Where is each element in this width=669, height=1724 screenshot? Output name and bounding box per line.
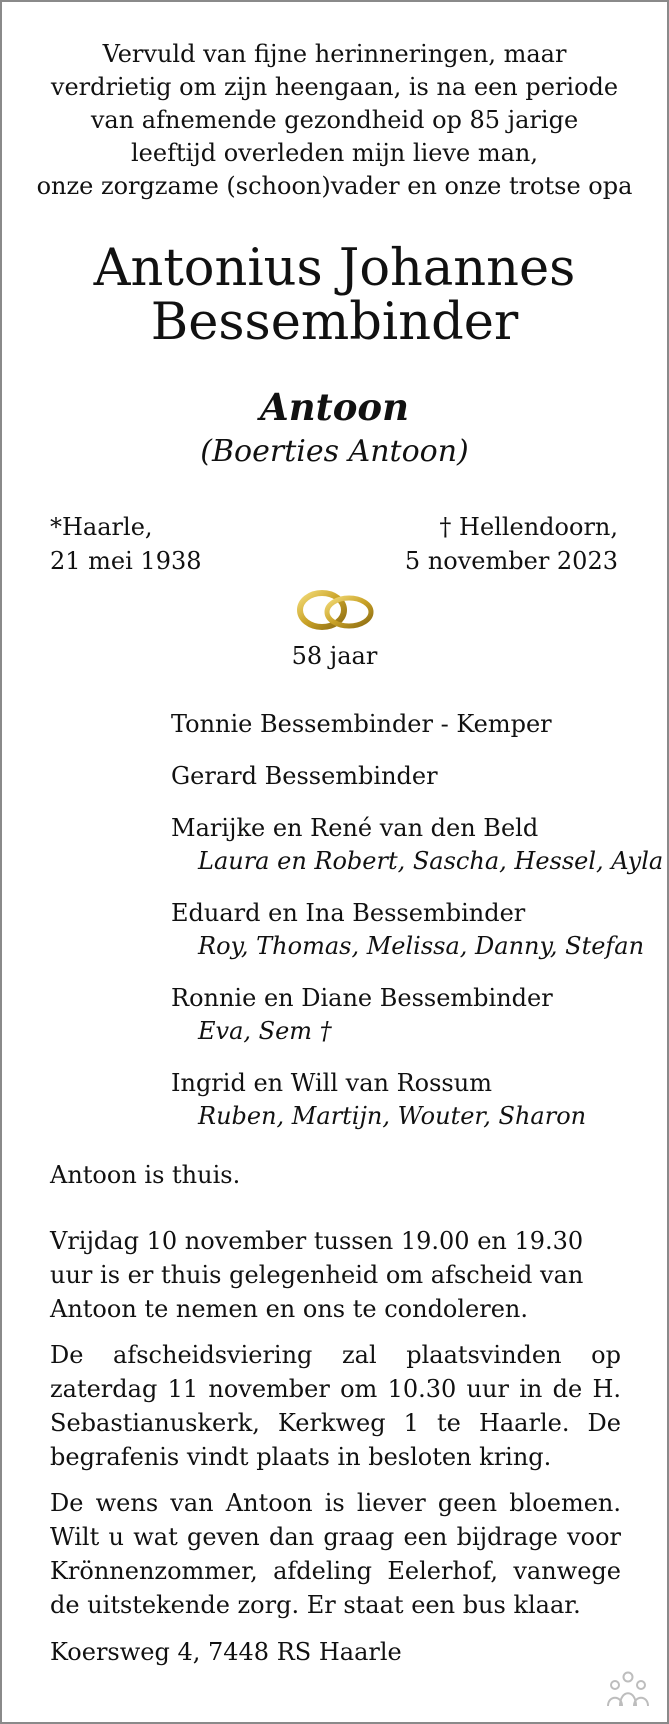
family-member-name: Marijke en René van den Beld (171, 814, 539, 842)
birth-place: *Haarle, (50, 513, 153, 541)
family-list (171, 708, 663, 1152)
name-line-first: Antonius Johannes (93, 239, 576, 298)
deceased-name (22, 239, 647, 352)
family-member-name: Gerard Bessembinder (171, 762, 438, 790)
address: Koersweg 4, 7448 RS Haarle (50, 1638, 402, 1666)
intro-line: Vervuld van fijne herinneringen, maar (102, 40, 567, 68)
family-member-name: Ingrid en Will van Rossum (171, 1069, 492, 1097)
family-member (171, 982, 663, 1048)
family-member (171, 708, 663, 741)
family-member-name: Ronnie en Diane Bessembinder (171, 984, 553, 1012)
family-member (171, 760, 663, 793)
family-member (171, 812, 663, 878)
wish-notice: De wens van Antoon is liever geen bloemen. Wilt u wat geven dan graag een bijdrage voor Krönnenzommer, afdeling Eelerhof, vanwege de uitstekende zorg. Er staat een bus klaar. (50, 1489, 621, 1619)
family-member-name: Tonnie Bessembinder - Kemper (171, 710, 552, 738)
name-line-last: Bessembinder (150, 293, 519, 352)
family-member (171, 897, 663, 963)
nickname: Antoon (260, 385, 409, 429)
home-notice: Antoon is thuis. (50, 1161, 241, 1189)
grandchildren: Ruben, Martijn, Wouter, Sharon (198, 1102, 587, 1130)
family-logo-icon (605, 1668, 651, 1708)
death-date: 5 november 2023 (404, 547, 618, 575)
grandchildren: Roy, Thomas, Melissa, Danny, Stefan (198, 932, 645, 960)
birth-info (50, 510, 202, 578)
birth-date: 21 mei 1938 (50, 547, 202, 575)
nickname-alt: (Boerties Antoon) (200, 434, 469, 469)
family-member-name: Eduard en Ina Bessembinder (171, 899, 526, 927)
grandchildren: Eva, Sem † (198, 1017, 332, 1045)
death-place: † Hellendoorn, (439, 513, 618, 541)
intro-line: onze zorgzame (schoon)vader en onze trotse opa (36, 172, 633, 200)
marriage-years: 58 jaar (291, 642, 378, 670)
intro-line: verdrietig om zijn heengaan, is na een periode (50, 73, 619, 101)
grandchildren: Laura en Robert, Sascha, Hessel, Ayla (198, 847, 664, 875)
intro-line: van afnemende gezondheid op 85 jarige (90, 106, 579, 134)
death-info (405, 510, 618, 578)
intro-line: leeftijd overleden mijn lieve man, (131, 139, 538, 167)
intro-text (32, 38, 637, 203)
visit-notice: Vrijdag 10 november tussen 19.00 en 19.30 uur is er thuis gelegenheid om afscheid van Antoon te nemen en ons te condoleren. (50, 1227, 584, 1323)
service-notice: De afscheidsviering zal plaatsvinden op zaterdag 11 november om 10.30 uur in de H. Sebastianuskerk, Kerkweg 1 te Haarle. De begrafenis vindt plaats in besloten kring. (50, 1341, 621, 1471)
family-member (171, 1067, 663, 1133)
wedding-rings-icon (294, 582, 378, 634)
